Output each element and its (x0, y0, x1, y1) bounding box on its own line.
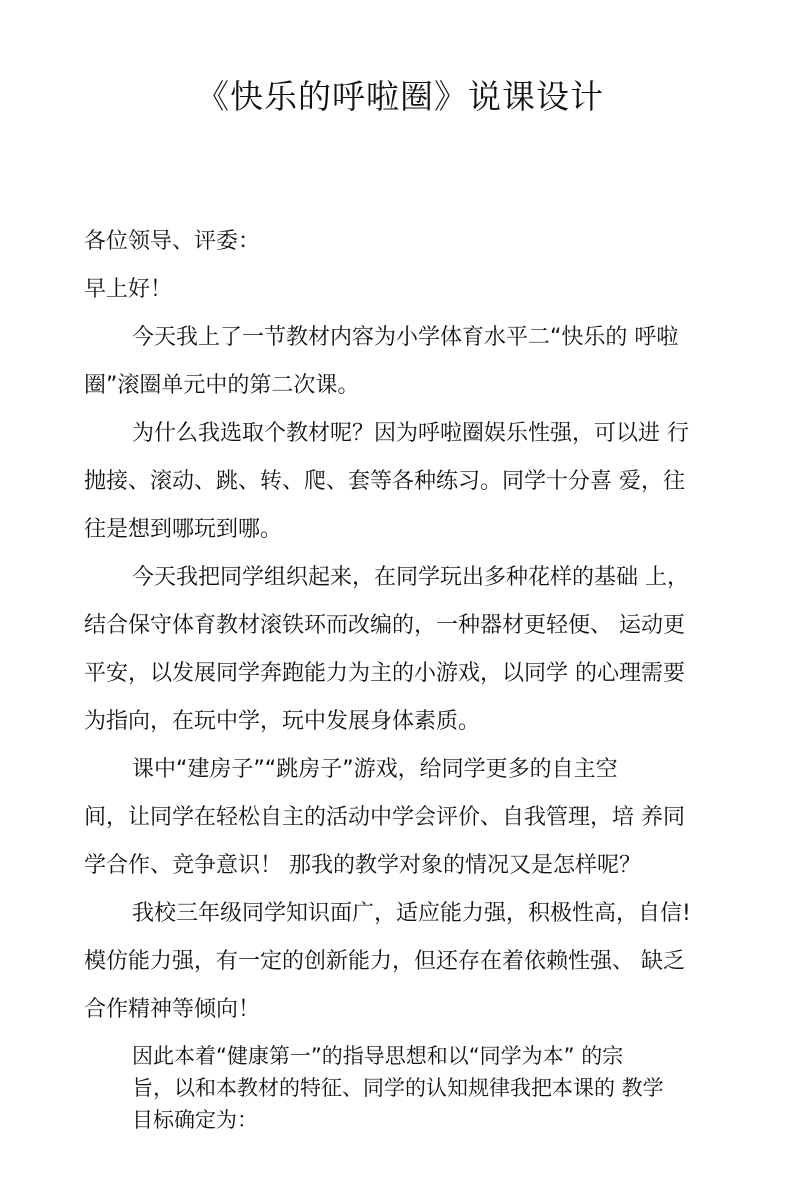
paragraph-line: 学合作、竞争意识！ 那我的教学对象的情况又是怎样呢？ (84, 853, 641, 878)
greeting-line: 早上好！ (84, 277, 173, 302)
paragraph-line: 往是想到哪玩到哪。 (84, 517, 283, 542)
paragraph-line: 结合保守体育教材滚铁环而改编的，一种器材更轻便、 运动更 (84, 613, 685, 638)
final-paragraph (84, 1040, 708, 1136)
final-paragraph-line: 旨，以和本教材的特征、同学的认知规律我把本课的 教学 (132, 1076, 664, 1100)
document-body (84, 218, 708, 1136)
paragraph-line: 平安，以发展同学奔跑能力为主的小游戏，以同学 的心理需要 (84, 661, 685, 686)
paragraph-line: 模仿能力强，有一定的创新能力，但还存在着依赖性强、 缺乏 (84, 949, 685, 974)
paragraph-line: 今天我把同学组织起来，在同学玩出多种花样的基础 上， (132, 565, 689, 590)
paragraph-line: 间，让同学在轻松自主的活动中学会评价、自我管理，培 养同 (84, 805, 685, 830)
paragraph-line: 课中“建房子”“跳房子”游戏，给同学更多的自主空 (132, 757, 618, 782)
paragraph-line: 今天我上了一节教材内容为小学体育水平二“快乐的 呼啦 (132, 325, 679, 350)
paragraph-line: 我校三年级同学知识面广，适应能力强，积极性高，自信! (132, 901, 691, 926)
final-paragraph-line: 目标确定为： (132, 1108, 258, 1132)
document-title: 《快乐的呼啦圈》说课设计 (196, 77, 604, 116)
paragraph-line: 为什么我选取个教材呢？因为呼啦圈娱乐性强，可以进 行 (132, 421, 689, 446)
salutation-line: 各位领导、评委： (84, 229, 261, 254)
final-paragraph-line: 因此本着“健康第一”的指导思想和以“同学为本” 的宗 (132, 1044, 624, 1068)
paragraph-line: 圈”滚圈单元中的第二次课。 (84, 373, 360, 398)
paragraph-line: 抛接、滚动、跳、转、爬、套等各种练习。同学十分喜 爱，往 (84, 469, 685, 494)
paragraph-line: 为指向，在玩中学，玩中发展身体素质。 (84, 709, 481, 734)
paragraph-line: 合作精神等倾向！ (84, 997, 261, 1022)
